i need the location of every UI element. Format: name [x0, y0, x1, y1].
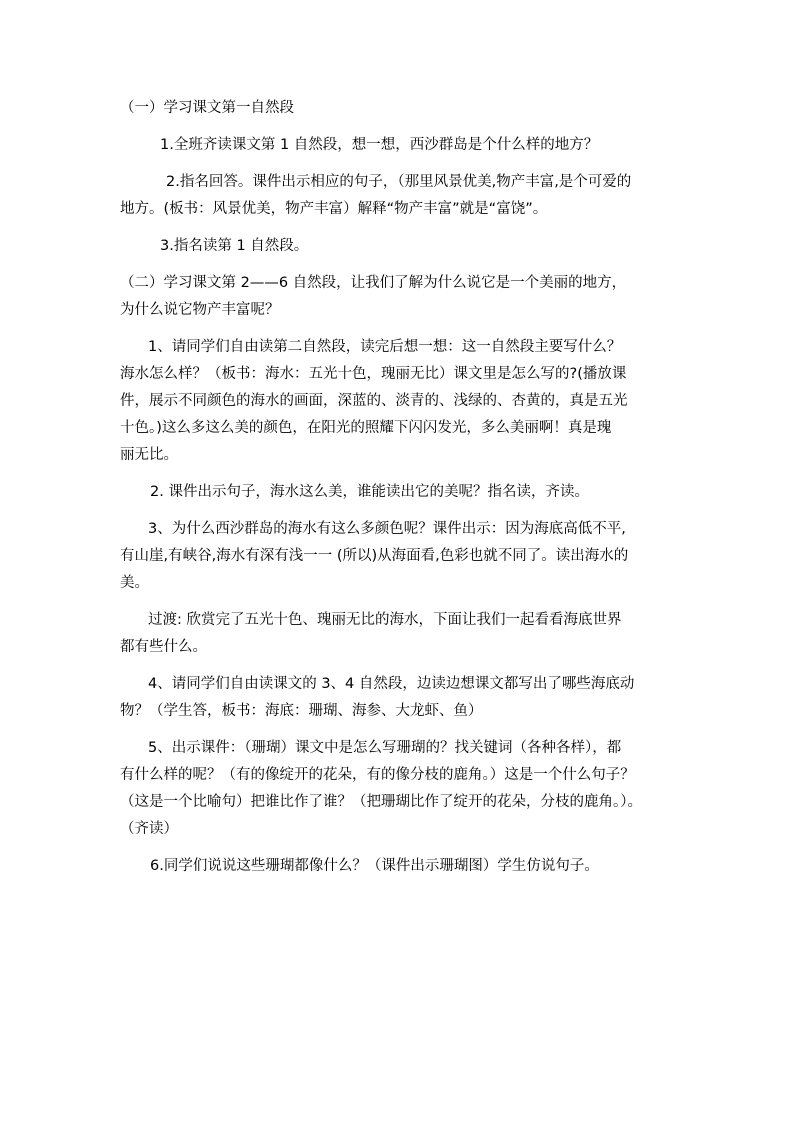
text-line: （一）学习课文第一自然段 [120, 100, 294, 116]
section-heading-two [120, 270, 680, 324]
paragraph-item-4 [120, 671, 680, 725]
text-line: 6.同学们说说这些珊瑚都像什么？（课件出示珊瑚图）学生仿说句子。 [150, 858, 599, 874]
text-line: 4、请同学们自由读课文的 3、4 自然段，边读边想课文都写出了哪些海底动 [148, 676, 635, 692]
text-line: 有山崖,有峡谷,海水有深有浅一一 (所以)从海面看,色彩也就不同了。读出海水的 [120, 548, 629, 564]
text-line: 件，展示不同颜色的海水的画面，深蓝的、淡青的、浅绿的、杏黄的，真是五光 [120, 393, 628, 409]
paragraph-step-2 [120, 169, 680, 223]
text-line: （二）学习课文第 2——6 自然段，让我们了解为什么说它是一个美丽的地方， [120, 275, 627, 291]
text-line: 3、为什么西沙群岛的海水有这么多颜色呢？课件出示：因为海底高低不平, [148, 521, 626, 537]
text-line: 十色。)这么多这么美的颜色，在阳光的照耀下闪闪发光，多么美丽啊！真是瑰 [120, 420, 612, 436]
text-line: 美。 [120, 575, 149, 591]
paragraph-step-3 [120, 233, 680, 260]
paragraph-item-5 [120, 735, 680, 843]
text-line: 丽无比。 [120, 447, 178, 463]
paragraph-item-3 [120, 516, 680, 597]
paragraph-transition [120, 607, 680, 661]
paragraph-item-2 [120, 479, 680, 506]
text-line: 2.指名回答。课件出示相应的句子，（那里风景优美,物产丰富,是个可爱的 [166, 174, 632, 190]
text-line: 5、出示课件：（珊瑚）课文中是怎么写珊瑚的？找关键词（各种各样），都 [148, 740, 622, 756]
text-line: 3.指名读第 1 自然段。 [160, 238, 309, 254]
text-line: 有什么样的呢？（有的像绽开的花朵，有的像分枝的鹿角。）这是一个什么句子？ [120, 767, 635, 783]
text-line: 地方。(板书：风景优美，物产丰富）解释“物产丰富”就是“富饶”。 [120, 201, 548, 217]
text-line: 物？（学生答，板书：海底：珊瑚、海参、大龙虾、鱼） [120, 703, 483, 719]
text-line: 2. 课件出示句子，海水这么美，谁能读出它的美呢？指名读，齐读。 [150, 484, 589, 500]
section-heading-one [120, 95, 680, 122]
text-line: 1、请同学们自由读第二自然段，读完后想一想：这一自然段主要写什么？ [148, 339, 622, 355]
text-line: 都有些什么。 [120, 639, 207, 655]
text-line: （这是一个比喻句）把谁比作了谁？（把珊瑚比作了绽开的花朵，分枝的鹿角。）。 [120, 794, 642, 810]
text-line: 为什么说它物产丰富呢？ [120, 302, 280, 318]
text-line: （齐读） [120, 821, 178, 837]
paragraph-item-6 [120, 853, 680, 880]
document-body [120, 95, 680, 880]
text-line: 海水怎么样？（板书：海水：五光十色，瑰丽无比）课文里是怎么写的?(播放课 [120, 366, 627, 382]
paragraph-step-1 [120, 132, 680, 159]
paragraph-item-1 [120, 334, 680, 469]
text-line: 1.全班齐读课文第 1 自然段，想一想，西沙群岛是个什么样的地方？ [160, 137, 599, 153]
text-line: 过渡: 欣赏完了五光十色、瑰丽无比的海水，下面让我们一起看看海底世界 [148, 612, 622, 628]
